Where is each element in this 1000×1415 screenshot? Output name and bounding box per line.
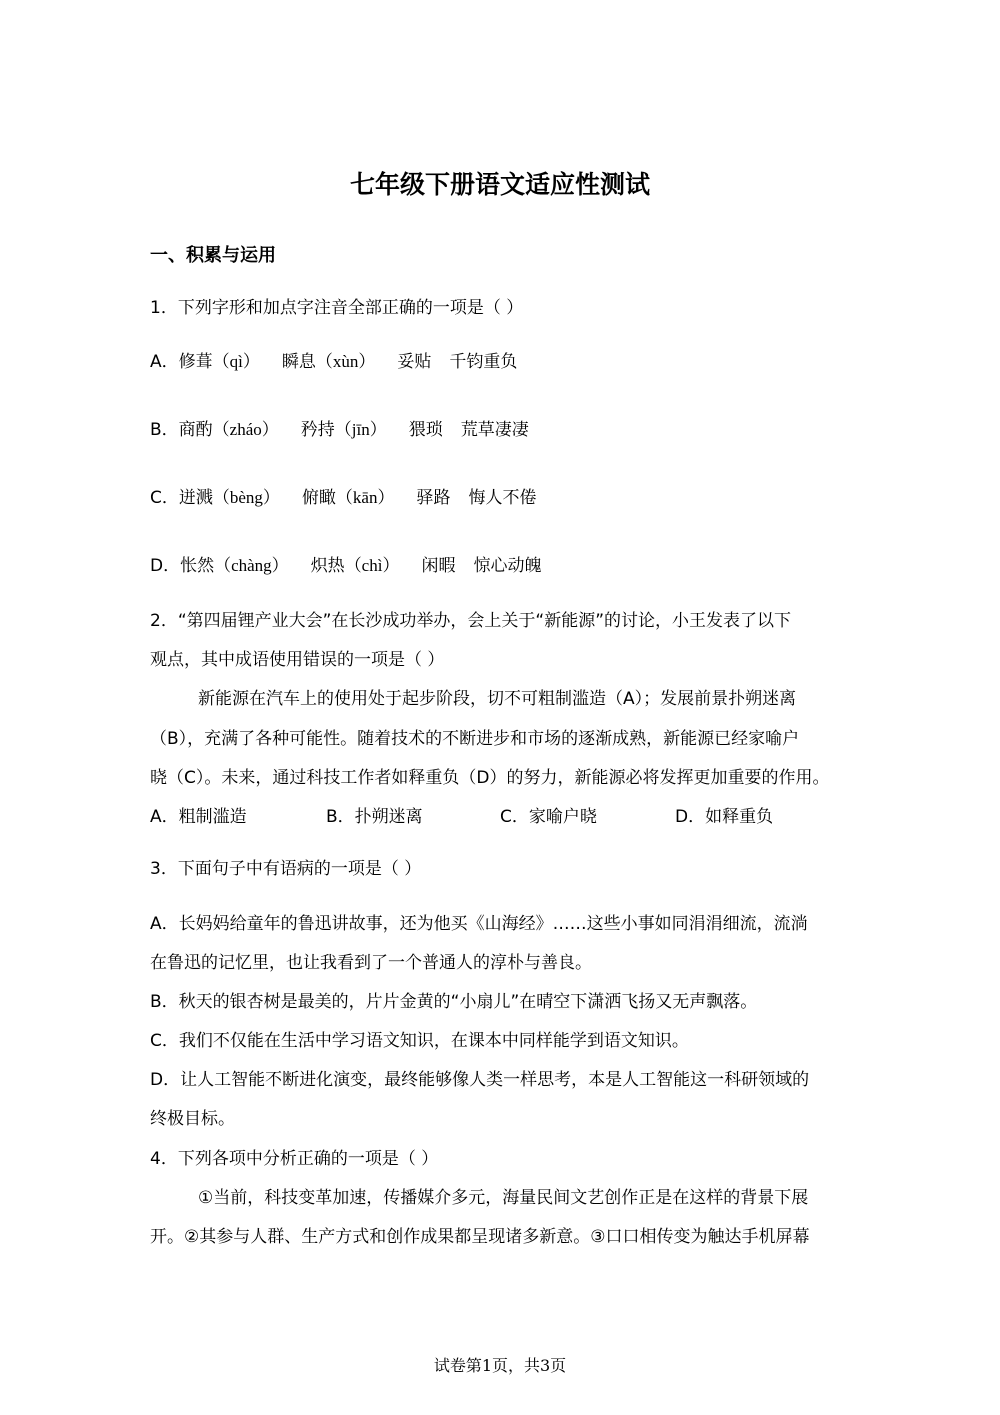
q2-option-c: C．家喻户晓 [500, 807, 597, 827]
q1-option-b: B．商酌（zháo） 矜持（jīn） 猥琐 荒草凄凄 [150, 420, 529, 440]
q4-stem: 4．下列各项中分析正确的一项是（ ） [150, 1149, 439, 1169]
q3-option-a-line1: A．长妈妈给童年的鲁迅讲故事，还为他买《山海经》……这些小事如同涓涓细流，流淌 [150, 914, 808, 934]
q3-option-c: C．我们不仅能在生活中学习语文知识，在课本中同样能学到语文知识。 [150, 1031, 689, 1051]
q2-passage-line1: 新能源在汽车上的使用处于起步阶段，切不可粗制滥造（A）；发展前景扑朔迷离 [198, 689, 797, 709]
q1-option-a: A．修葺（qì） 瞬息（xùn） 妥贴 千钧重负 [150, 352, 518, 372]
q3-option-a-line2: 在鲁迅的记忆里，也让我看到了一个普通人的淳朴与善良。 [150, 953, 592, 973]
q4-passage-line2: 开。②其参与人群、生产方式和创作成果都呈现诸多新意。③口口相传变为触达手机屏幕 [150, 1227, 810, 1247]
page-title: 七年级下册语文适应性测试 [349, 170, 650, 199]
q2-stem-line1: 2．“第四届锂产业大会”在长沙成功举办，会上关于“新能源”的讨论，小王发表了以下 [150, 611, 792, 631]
q1-option-d: D．怅然（chàng） 炽热（chì） 闲暇 惊心动魄 [150, 556, 542, 576]
q2-stem-line2: 观点，其中成语使用错误的一项是（ ） [150, 650, 445, 670]
q3-stem: 3．下面句子中有语病的一项是（ ） [150, 859, 422, 879]
q4-passage-line1: ①当前，科技变革加速，传播媒介多元，海量民间文艺创作正是在这样的背景下展 [198, 1188, 809, 1208]
q3-option-b: B．秋天的银杏树是最美的，片片金黄的“小扇儿”在晴空下潇洒飞扬又无声飘落。 [150, 992, 758, 1012]
q2-option-a: A．粗制滥造 [150, 807, 247, 827]
section-heading: 一、积累与运用 [150, 245, 276, 266]
q3-option-d-line2: 终极目标。 [150, 1109, 235, 1129]
q2-option-d: D．如释重负 [675, 807, 774, 827]
page-footer: 试卷第1页，共3页 [433, 1356, 567, 1375]
q2-option-b: B．扑朔迷离 [326, 807, 423, 827]
q2-passage-line2: （B），充满了各种可能性。随着技术的不断进步和市场的逐渐成熟，新能源已经家喻户 [150, 729, 800, 749]
q3-option-d-line1: D．让人工智能不断进化演变，最终能够像人类一样思考，本是人工智能这一科研领域的 [150, 1070, 810, 1090]
q2-passage-line3: 晓（C）。未来，通过科技工作者如释重负（D）的努力，新能源必将发挥更加重要的作用。 [150, 768, 830, 788]
q1-option-c: C．迸溅（bèng） 俯瞰（kān） 驿路 悔人不倦 [150, 488, 537, 508]
q1-stem: 1．下列字形和加点字注音全部正确的一项是（ ） [150, 298, 524, 318]
